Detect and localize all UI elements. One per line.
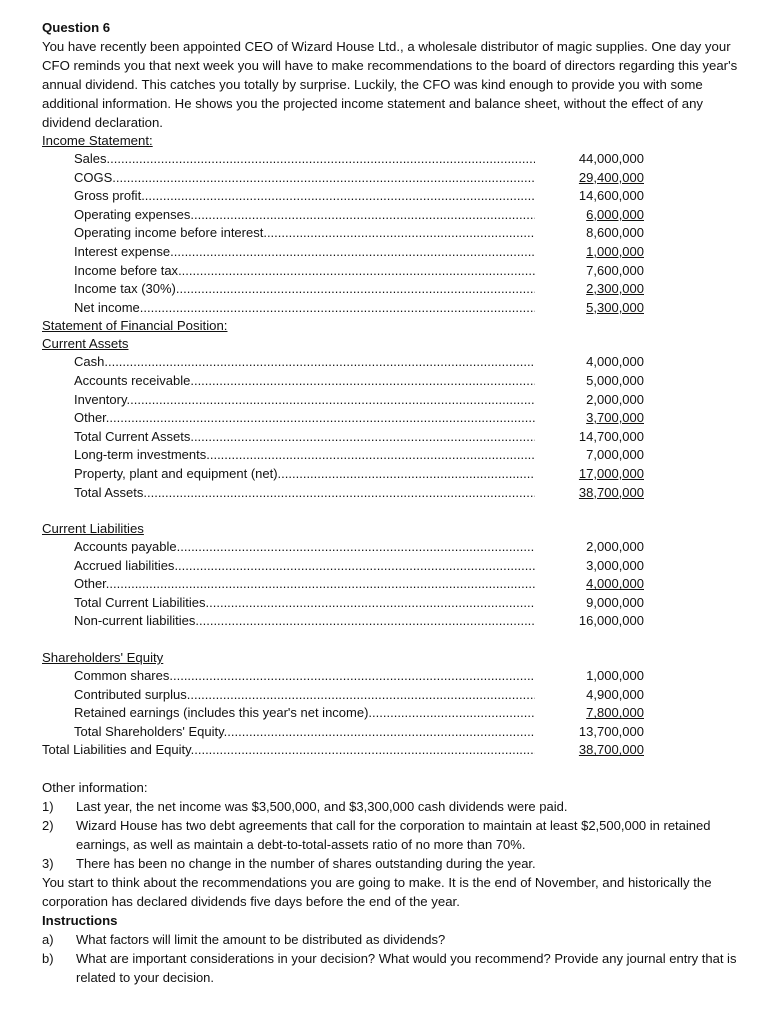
- row-value: 3,000,000: [586, 557, 644, 573]
- table-row: [42, 557, 740, 576]
- row-value: 1,000,000: [586, 243, 644, 259]
- income-statement-heading: Income Statement:: [42, 133, 153, 148]
- row-label: Income tax (30%) .....: [74, 280, 535, 299]
- table-row: [42, 741, 740, 760]
- row-value: 29,400,000: [578, 169, 644, 185]
- list-item: [42, 816, 740, 854]
- row-value: 38,700,000: [578, 742, 644, 758]
- row-value: 14,700,000: [578, 428, 644, 444]
- row-value: 14,600,000: [578, 188, 644, 204]
- table-row: [42, 150, 740, 169]
- row-value: 5,000,000: [586, 372, 644, 388]
- list-item: [42, 930, 740, 949]
- table-row: [42, 391, 740, 410]
- row-value: 38,700,000: [578, 484, 644, 500]
- question-intro: You have recently been appointed CEO of Wizard House Ltd., a wholesale distributor of magic supplies. One day your CFO reminds you that next week you will have to make recommendations to the board of directors regarding this year's annual dividend. This catches you totally by surprise. Luckily, the CFO was kind enough to provide you with some additional information. He shows you the projected income statement and balance sheet, without the effect of any dividend declaration.: [42, 39, 738, 130]
- spacer: [42, 502, 740, 520]
- table-row: [42, 262, 740, 281]
- list-item: [42, 854, 740, 873]
- list-text: Wizard House has two debt agreements that call for the corporation to maintain at least $2,500,000 in retained earnings, as well as maintain a debt-to-total-assets ratio of no more than 70%.: [76, 818, 711, 853]
- financial-position-heading: Statement of Financial Position:: [42, 318, 228, 334]
- row-value: 6,000,000: [586, 206, 644, 222]
- spacer: [42, 631, 740, 649]
- row-label: Sales .....: [74, 150, 535, 169]
- other-information-heading: Other information:: [42, 780, 148, 796]
- list-number: 1): [42, 799, 54, 815]
- table-row: [42, 428, 740, 447]
- current-liabilities-heading: Current Liabilities: [42, 521, 144, 537]
- table-row: [42, 723, 740, 742]
- row-label: Accounts payable .....: [74, 538, 535, 557]
- row-value: 3,700,000: [586, 410, 644, 426]
- list-text: What are important considerations in your decision? What would you recommend? Provide any journal entry that is related to your decision.: [76, 951, 737, 986]
- table-row: [42, 704, 740, 723]
- row-value: 9,000,000: [586, 594, 644, 610]
- row-label: Operating income before interest .....: [74, 224, 535, 243]
- row-value: 7,800,000: [586, 705, 644, 721]
- table-row: [42, 206, 740, 225]
- row-label: Common shares .....: [74, 667, 535, 686]
- row-label: Total Current Assets .....: [74, 428, 535, 447]
- row-label: Long-term investments .....: [74, 446, 535, 465]
- table-row: [42, 484, 740, 503]
- list-item: [42, 949, 740, 987]
- row-label: Total Current Liabilities .....: [74, 594, 535, 613]
- table-row: [42, 594, 740, 613]
- table-row: [42, 686, 740, 705]
- table-row: [42, 372, 740, 391]
- shareholders-equity-heading: Shareholders' Equity: [42, 650, 164, 666]
- row-label: Total Assets .....: [74, 484, 535, 503]
- row-value: 4,000,000: [586, 354, 644, 370]
- row-label: COGS .....: [74, 169, 535, 188]
- row-label: Income before tax .....: [74, 262, 535, 281]
- row-value: 44,000,000: [578, 151, 644, 166]
- row-label: Non-current liabilities .....: [74, 612, 535, 631]
- table-row: [42, 409, 740, 428]
- table-row: [42, 299, 740, 318]
- current-assets-heading: Current Assets: [42, 336, 129, 352]
- table-row: [42, 243, 740, 262]
- income-statement-table: [42, 150, 740, 317]
- row-label: Other .....: [74, 409, 535, 428]
- row-value: 7,000,000: [586, 447, 644, 463]
- row-label: Interest expense .....: [74, 243, 535, 262]
- liabilities-table: [42, 538, 740, 631]
- table-row: [42, 612, 740, 631]
- table-row: [42, 538, 740, 557]
- row-value: 4,000,000: [586, 576, 644, 592]
- row-label: Retained earnings (includes this year's net income) .....: [74, 704, 535, 723]
- list-number: b): [42, 951, 54, 967]
- list-number: 3): [42, 856, 54, 872]
- table-row: [42, 667, 740, 686]
- row-label: Accrued liabilities .....: [74, 557, 535, 576]
- row-label: Operating expenses .....: [74, 206, 535, 225]
- row-label: Gross profit .....: [74, 187, 535, 206]
- equity-table: [42, 667, 740, 760]
- table-row: [42, 187, 740, 206]
- row-label: Other .....: [74, 575, 535, 594]
- table-row: [42, 575, 740, 594]
- row-value: 2,000,000: [586, 391, 644, 407]
- list-text: There has been no change in the number of shares outstanding during the year.: [76, 856, 536, 872]
- row-value: 5,300,000: [586, 299, 644, 315]
- list-item: [42, 797, 740, 816]
- row-label: Inventory .....: [74, 391, 535, 410]
- row-value: 17,000,000: [578, 465, 644, 481]
- row-value: 8,600,000: [586, 225, 644, 241]
- row-value: 1,000,000: [586, 668, 644, 684]
- other-information-paragraph: You start to think about the recommendations you are going to make. It is the end of November, and historically the corporation has declared dividends five days before the end of the year.: [42, 875, 712, 910]
- row-label: Total Liabilities and Equity .....: [42, 741, 535, 760]
- row-value: 16,000,000: [578, 613, 644, 629]
- row-value: 7,600,000: [586, 262, 644, 278]
- list-text: Last year, the net income was $3,500,000, and $3,300,000 cash dividends were paid.: [76, 799, 568, 815]
- row-label: Contributed surplus .....: [74, 686, 535, 705]
- table-row: [42, 353, 740, 372]
- spacer: [42, 760, 740, 778]
- table-row: [42, 169, 740, 188]
- question-title: Question 6: [42, 20, 111, 35]
- row-value: 4,900,000: [586, 686, 644, 702]
- assets-table: [42, 353, 740, 502]
- list-number: 2): [42, 818, 54, 834]
- table-row: [42, 465, 740, 484]
- table-row: [42, 446, 740, 465]
- row-label: Cash .....: [74, 353, 535, 372]
- row-value: 2,300,000: [586, 281, 644, 297]
- instructions-heading: Instructions: [42, 913, 118, 929]
- list-text: What factors will limit the amount to be distributed as dividends?: [76, 932, 446, 948]
- row-label: Total Shareholders' Equity .....: [74, 723, 535, 742]
- list-number: a): [42, 932, 54, 948]
- table-row: [42, 280, 740, 299]
- row-label: Accounts receivable .....: [74, 372, 535, 391]
- table-row: [42, 224, 740, 243]
- row-value: 2,000,000: [586, 539, 644, 555]
- row-label: Net income .....: [74, 299, 535, 318]
- row-value: 13,700,000: [578, 723, 644, 739]
- row-label: Property, plant and equipment (net) .....: [74, 465, 535, 484]
